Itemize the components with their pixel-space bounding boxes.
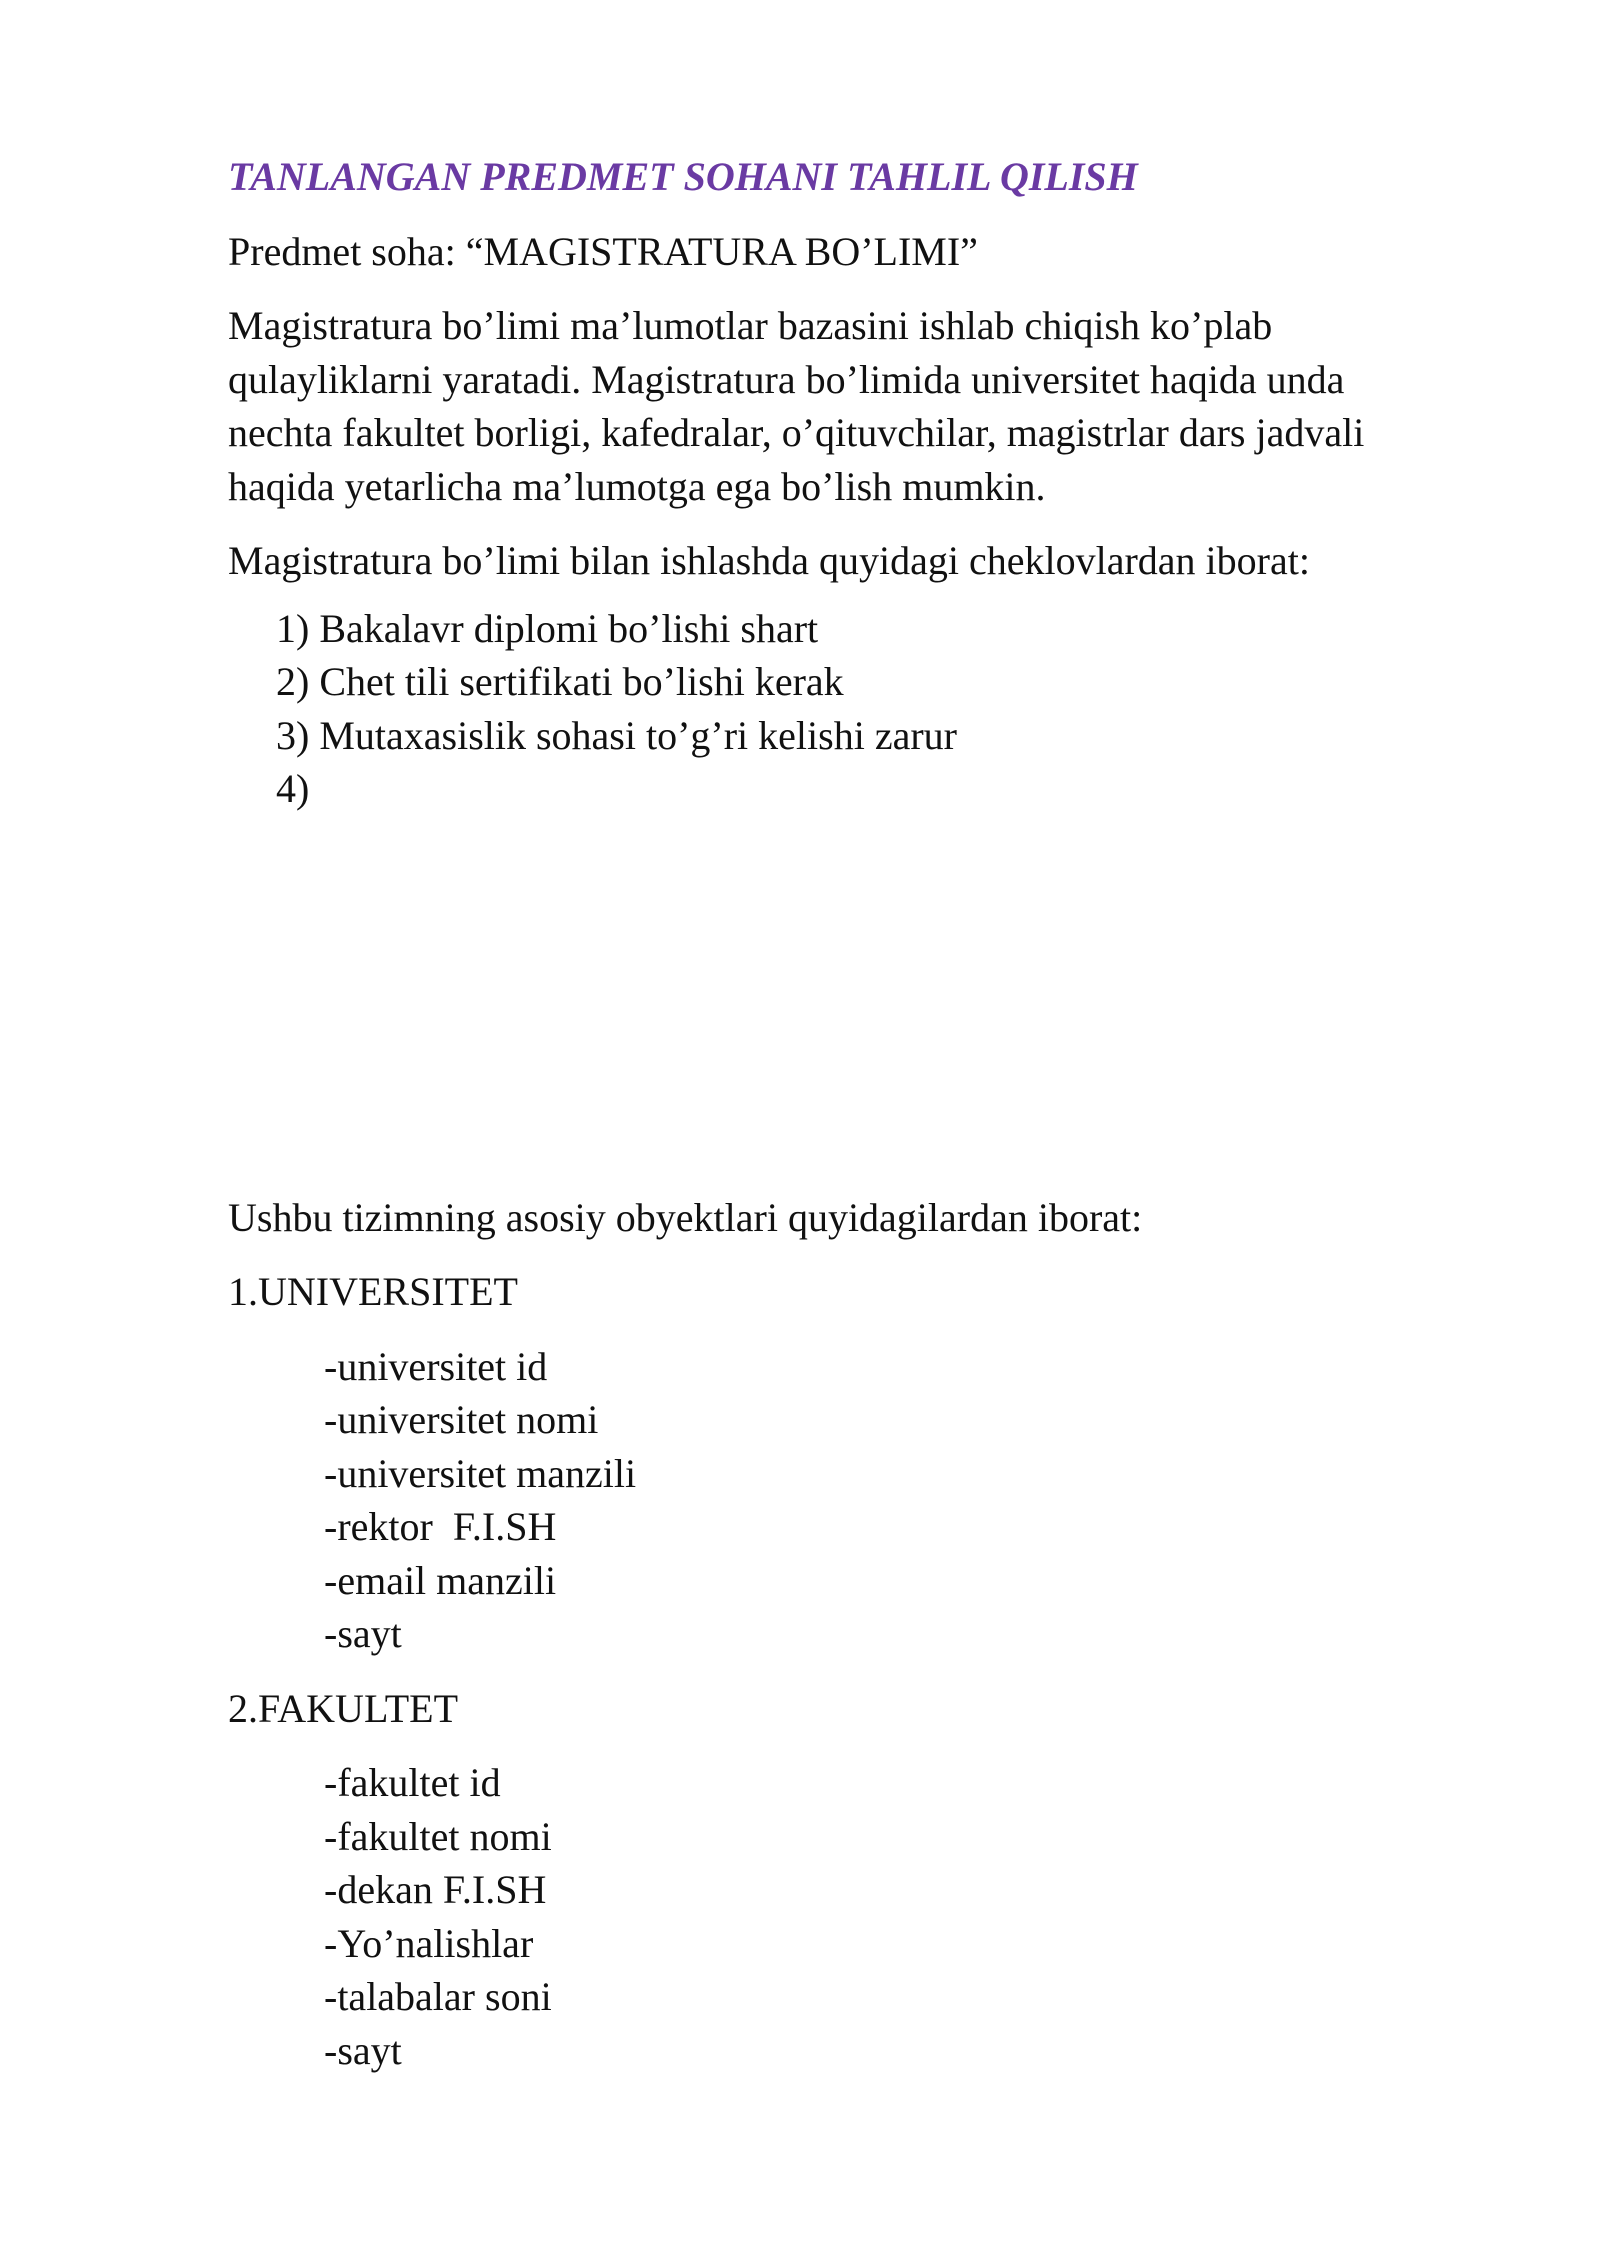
attribute-item: -dekan F.I.SH (324, 1867, 547, 1912)
attribute-item: -sayt (324, 1611, 402, 1656)
restriction-item: 4) (276, 766, 310, 811)
restrictions-intro: Magistratura bo’limi bilan ishlashda quyidagi cheklovlardan iborat: (228, 538, 1310, 583)
attribute-item: -email manzili (324, 1557, 557, 1603)
objects-intro: Ushbu tizimning asosiy obyektlari quyidagilardan iborat: (228, 1194, 1143, 1240)
attribute-item: -universitet nomi (324, 1397, 599, 1442)
attribute-item: -Yo’nalishlar (324, 1920, 534, 1966)
attribute-item: -universitet manzili (324, 1450, 637, 1496)
attribute-item: -talabalar soni (324, 1974, 552, 2019)
restrictions-list (228, 602, 1458, 816)
restriction-item: 2) Chet tili sertifikati bo’lishi kerak (276, 659, 844, 704)
object-title-fakultet: 2.FAKULTET (228, 1685, 458, 1731)
object-attributes-universitet (228, 1340, 1458, 1661)
restriction-item: 3) Mutaxasislik sohasi to’g’ri kelishi zarur (276, 712, 957, 758)
page-content (228, 150, 1458, 2098)
blank-space (228, 816, 1458, 1191)
attribute-item: -fakultet id (324, 1760, 501, 1805)
attribute-item: -rektor F.I.SH (324, 1504, 557, 1549)
object-attributes-fakultet (228, 1756, 1458, 2077)
section-heading: TANLANGAN PREDMET SOHANI TAHLIL QILISH (228, 154, 1138, 199)
intro-paragraph: Magistratura bo’limi ma’lumotlar bazasini ishlab chiqish ko’plab qulayliklarni yaratadi. Magistratura bo’limida universitet haqida unda nechta fakultet borligi, kafedralar, o’qituvchilar, magistrlar dars jadvali haqida yetarlicha ma’lumotga ega bo’lish mumkin. (228, 303, 1365, 509)
attribute-item: -sayt (324, 2027, 402, 2073)
attribute-item: -fakultet nomi (324, 1813, 552, 1859)
attribute-item: -universitet id (324, 1343, 548, 1389)
object-title-universitet: 1.UNIVERSITET (228, 1269, 518, 1314)
restriction-item: 1) Bakalavr diplomi bo’lishi shart (276, 605, 819, 651)
subject-line: Predmet soha: “MAGISTRATURA BO’LIMI” (228, 228, 978, 274)
